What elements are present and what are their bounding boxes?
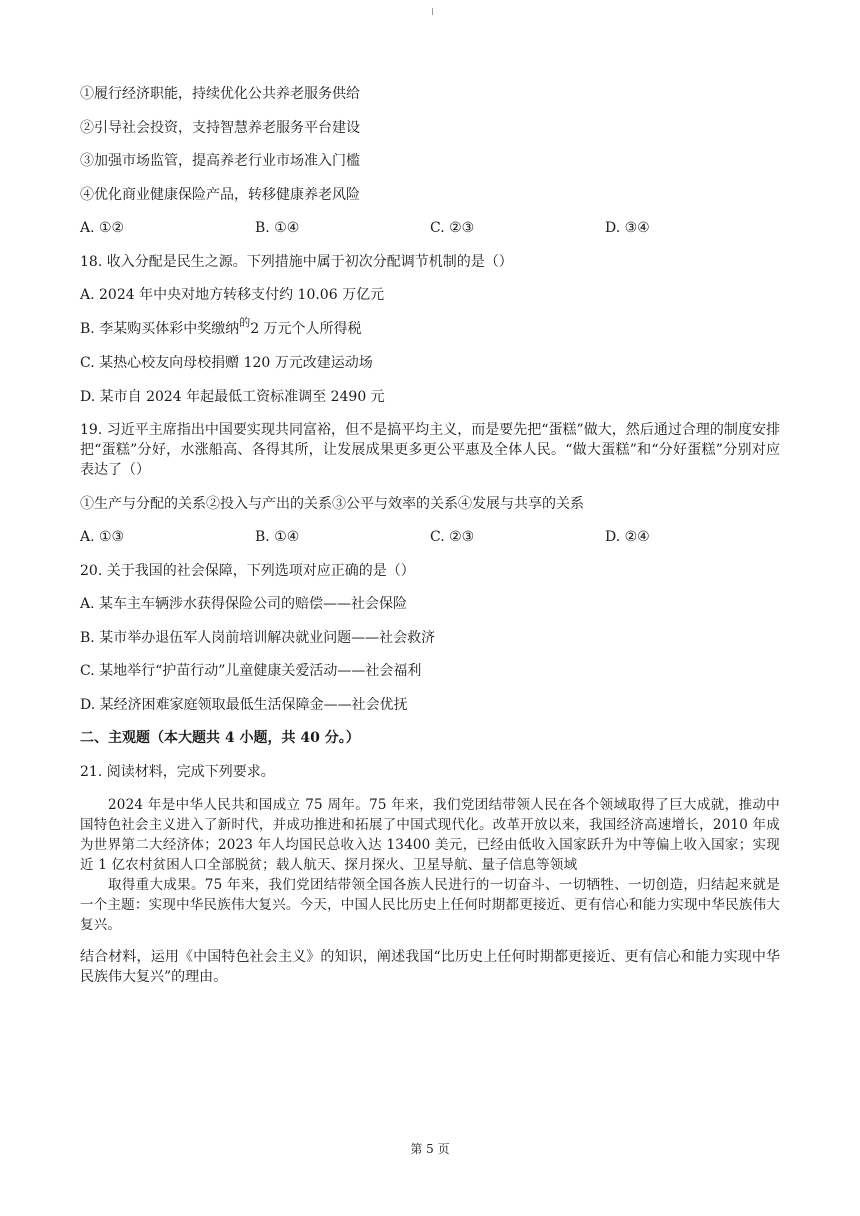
q19-option-b: B. ①④ xyxy=(255,529,300,545)
q18-option-a: A. 2024 年中央对地方转移支付约 10.06 万亿元 xyxy=(80,287,385,303)
q21-material-para-1: 2024 年是中华人民共和国成立 75 周年。75 年来，我们党团结带领人民在各个领域取得了巨大成就，推动中国特色社会主义进入了新时代，并成功推进和拓展了中国式现代化。改革开放以来，我国经济高速增长，2010 年成为世界第二大经济体；2023 年人均国民总收入达 13400 美元，已经由低收入国家跃升为中等偏上收入国家；实现近 1 亿农村贫困人口全部脱贫；载人航天、探月探火、卫星导航、量子信息等领域 xyxy=(80,797,780,873)
q21-task: 结合材料，运用《中国特色社会主义》的知识，阐述我国“比历史上任何时期都更接近、更有信心和能力实现中华民族伟大复兴”的理由。 xyxy=(80,949,780,985)
q17-options xyxy=(80,218,780,238)
q20-option-b: B. 某市举办退伍军人岗前培训解决就业问题——社会救济 xyxy=(80,629,436,646)
q21-material-para-2: 取得重大成果。75 年来，我们党团结带领全国各族人民进行的一切奋斗、一切牺牲、一切创造，归结起来就是一个主题：实现中华民族伟大复兴。今天，中国人民比历史上任何时期都更接近、更有信心和能力实现中华民族伟大复兴。 xyxy=(80,877,780,933)
top-mark xyxy=(432,8,433,15)
q21-stem: 21. 阅读材料，完成下列要求。 xyxy=(80,763,275,780)
q18-option-c: C. 某热心校友向母校捐赠 120 万元改建运动场 xyxy=(80,355,373,371)
q17-item-1: ①履行经济职能，持续优化公共养老服务供给 xyxy=(80,86,360,102)
q21-material xyxy=(80,795,780,935)
q18-option-b-text: B. 李某购买体彩中奖缴纳 xyxy=(80,320,240,337)
q19-stem: 19. 习近平主席指出中国要实现共同富裕，但不是搞平均主义，而是要先把“蛋糕”做大，然后通过合理的制度安排把“蛋糕”分好，水涨船高、各得其所，让发展成果更多更公平惠及全体人民。“做大蛋糕”和“分好蛋糕”分别对应表达了（） xyxy=(80,422,780,478)
q17-item-3: ③加强市场监管，提高养老行业市场准入门槛 xyxy=(80,153,360,169)
q18-option-d: D. 某市自 2024 年起最低工资标准调至 2490 元 xyxy=(80,388,385,405)
q18-option-b-sup: 的 xyxy=(239,315,251,329)
q20-option-d: D. 某经济困难家庭领取最低生活保障金——社会优抚 xyxy=(80,696,408,713)
q18-stem: 18. 收入分配是民生之源。下列措施中属于初次分配调节机制的是（） xyxy=(80,253,513,270)
q18-option-b xyxy=(80,315,780,340)
q20-option-a: A. 某车主车辆涉水获得保险公司的赔偿——社会保险 xyxy=(80,596,408,612)
q19-option-a: A. ①③ xyxy=(80,529,125,545)
q19-option-c: C. ②③ xyxy=(430,529,475,545)
q20-stem: 20. 关于我国的社会保障，下列选项对应正确的是（） xyxy=(80,562,415,579)
q17-item-2: ②引导社会投资，支持智慧养老服务平台建设 xyxy=(80,119,360,136)
section-heading: 二、主观题（本大题共 4 小题，共 40 分。） xyxy=(80,730,360,746)
q19-option-d: D. ②④ xyxy=(605,529,650,545)
q17-option-c: C. ②③ xyxy=(430,220,475,236)
q19-items: ①生产与分配的关系②投入与产出的关系③公平与效率的关系④发展与共享的关系 xyxy=(80,495,584,512)
page-number: 第 5 页 xyxy=(410,1142,450,1156)
q18-option-b-text-end: 2 万元个人所得税 xyxy=(250,320,362,337)
q17-option-a: A. ①② xyxy=(80,220,125,236)
document-page xyxy=(80,84,780,1001)
q17-option-d: D. ③④ xyxy=(605,220,650,236)
q19-options xyxy=(80,527,780,547)
q20-option-c: C. 某地举行“护苗行动”儿童健康关爱活动——社会福利 xyxy=(80,663,422,679)
q17-option-b: B. ①④ xyxy=(255,220,300,236)
q17-item-4: ④优化商业健康保险产品，转移健康养老风险 xyxy=(80,186,360,203)
